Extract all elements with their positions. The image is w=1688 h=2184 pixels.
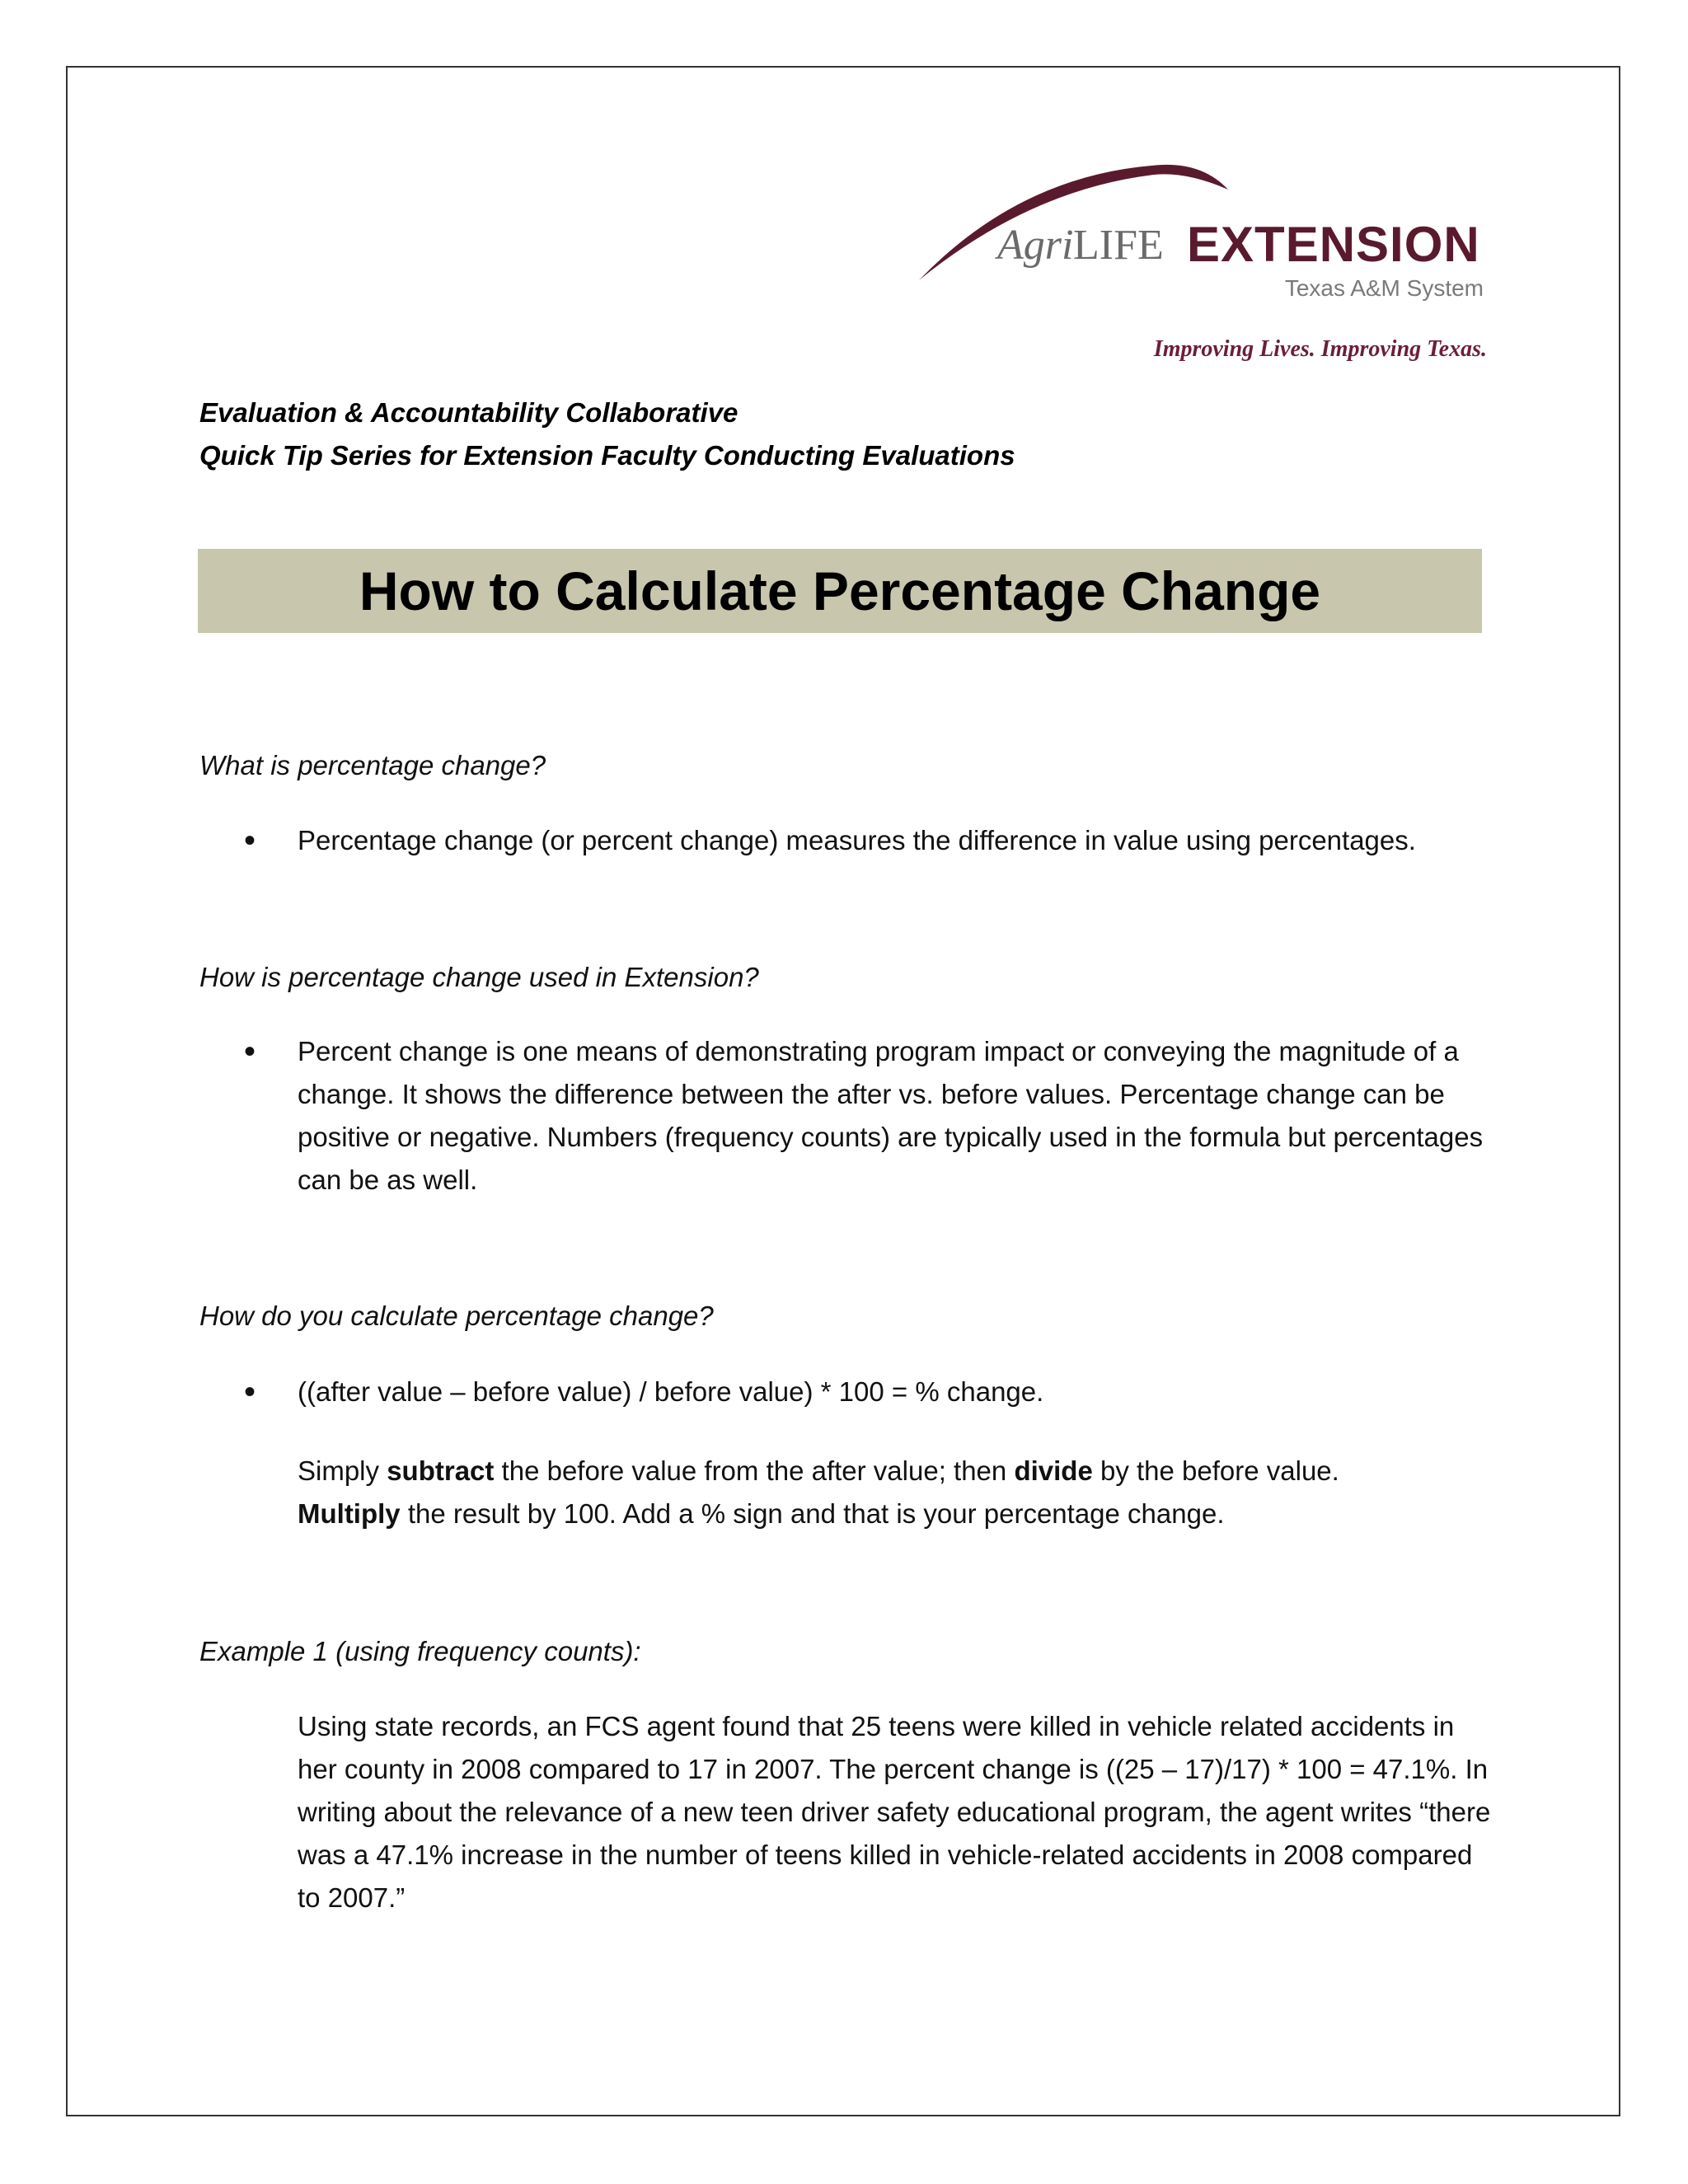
calculation-steps: Simply subtract the before value from the after value; then divide by the before value. Multiply the result by 100. Add a % sign and that is your percentage change. [298, 1455, 1339, 1529]
example-heading: Example 1 (using frequency counts): [199, 1636, 641, 1666]
section-heading-how-calc: How do you calculate percentage change? [199, 1301, 714, 1331]
section-heading-what: What is percentage change? [199, 750, 546, 780]
header-series: Quick Tip Series for Extension Faculty Conducting Evaluations [199, 440, 1015, 471]
header-collaborative: Evaluation & Accountability Collaborative [199, 397, 738, 428]
section-bullet-how-used: Percent change is one means of demonstrating program impact or conveying the magnitude of a change. It shows the difference between the after vs. before values. Percentage change can be positive or negative. Numbers (frequency counts) are typically used in the formula but percentages can be as well. [298, 1036, 1484, 1195]
title-banner [198, 549, 1482, 633]
section-bullet-what: Percentage change (or percent change) measures the difference in value using percentages. [298, 825, 1416, 855]
subtract-emphasis: subtract [387, 1455, 495, 1486]
multiply-emphasis: Multiply [298, 1498, 401, 1529]
logo-life-text: LIFE [1073, 222, 1164, 269]
divide-emphasis: divide [1014, 1455, 1093, 1486]
logo-extension-text: EXTENSION [1187, 217, 1480, 272]
formula-text: ((after value – before value) / before value) * 100 = % change. [298, 1376, 1044, 1407]
bullet-icon: • [244, 1033, 256, 1070]
bullet-icon: • [244, 1374, 256, 1410]
logo-system-text: Texas A&M System [1284, 275, 1484, 301]
section-heading-how-used: How is percentage change used in Extension? [199, 962, 759, 992]
page-title: How to Calculate Percentage Change [359, 560, 1321, 621]
logo-tagline: Improving Lives. Improving Texas. [1153, 336, 1487, 362]
logo-agri-text: Agri [997, 222, 1074, 269]
bullet-icon: • [244, 823, 256, 859]
agrilife-extension-logo [915, 157, 1492, 371]
example-body: Using state records, an FCS agent found that 25 teens were killed in vehicle related accidents in her county in 2008 compared to 17 in 2007. The percent change is ((25 – 17)/17) * 100 = 47.1%. In writing about the relevance of a new teen driver safety educational program, the agent writes “there was a 47.1% increase in the number of teens killed in vehicle-related accidents in 2008 compared to 2007.” [298, 1711, 1491, 1913]
